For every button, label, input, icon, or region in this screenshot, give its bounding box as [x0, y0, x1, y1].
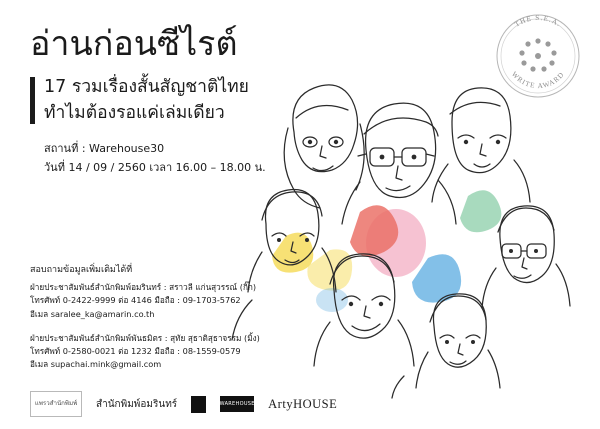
- page-title: อ่านก่อนซีไรต์: [30, 24, 238, 64]
- contact-email-2: อีเมล supachai.mink@gmail.com: [30, 359, 162, 370]
- contact-block: [30, 262, 260, 383]
- contact-email-1: อีเมล saralee_ka@amarin.co.th: [30, 308, 155, 319]
- subtitle-line-1: 17 รวมเรื่องสั้นสัญชาติไทย: [44, 77, 249, 98]
- contact-person-2: ฝ่ายประชาสัมพันธ์สำนักพิมพ์พันธมิตร : สุทัย สุธาติสุธาจรรม (มิ้ง): [30, 332, 260, 343]
- warehouse-mark-icon: WAREHOUSE: [220, 396, 254, 412]
- contact-group-2: [30, 332, 260, 372]
- subtitle-line-2: ทำไมต้องรอแค่เล่มเดียว: [44, 102, 225, 123]
- seal-text-top: THE S.E.A.: [513, 14, 563, 29]
- sea-write-award-seal: [490, 8, 586, 104]
- headline-block: [30, 26, 266, 178]
- warehouse30-logo: [220, 396, 254, 412]
- subtitle-block: [30, 75, 266, 126]
- praew-publisher-logo: แพรวสำนักพิมพ์: [30, 391, 82, 417]
- amarin-publisher-logo: สำนักพิมพ์อมรินทร์: [96, 398, 178, 410]
- venue-datetime: วันที่ 14 / 09 / 2560 เวลา 16.00 – 18.00 น.: [44, 161, 266, 175]
- artyhouse-logo: ArtyHOUSE: [268, 396, 338, 411]
- subtitle-accent-bar: [30, 77, 35, 124]
- venue-block: [44, 139, 266, 178]
- seal-text-bottom: WRITE AWARD: [509, 70, 567, 91]
- contact-person-1: ฝ่ายประชาสัมพันธ์สำนักพิมพ์อมรินทร์ : สราวลี แก่นสุวรรณ์ (กิ๊ก): [30, 282, 257, 292]
- contact-phone-2: โทรศัพท์ 0-2580-0021 ต่อ 1232 มือถือ : 08-1559-0579: [30, 346, 241, 357]
- color-blobs: [272, 190, 501, 312]
- contact-group-1: [30, 281, 260, 321]
- contact-heading: สอบถามข้อมูลเพิ่มเติมได้ที่: [30, 265, 133, 275]
- contact-phone-1: โทรศัพท์ 0-2422-9999 ต่อ 4146 มือถือ : 09-1703-5762: [30, 295, 241, 306]
- face-outlines: [232, 85, 570, 398]
- black-square-mark-icon: [191, 396, 206, 413]
- logo-row: [30, 391, 337, 417]
- venue-location: สถานที่ : Warehouse30: [44, 142, 165, 156]
